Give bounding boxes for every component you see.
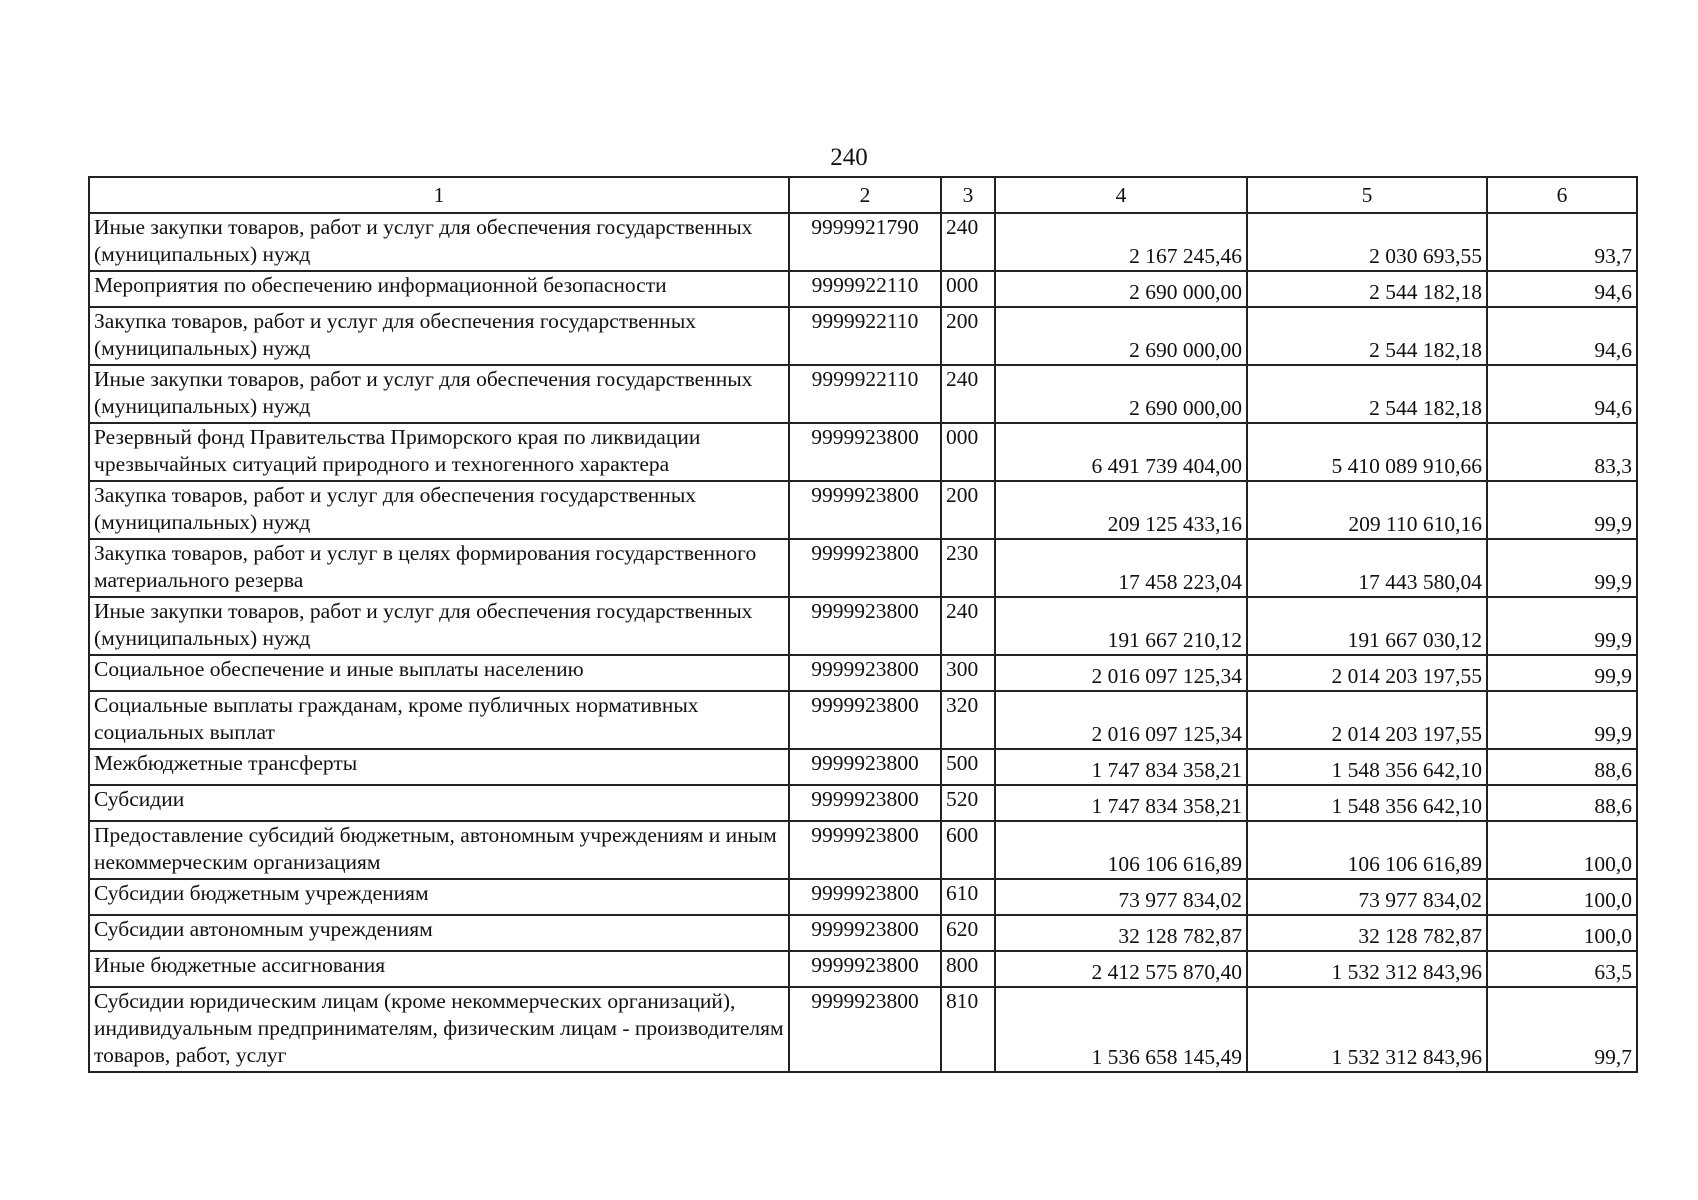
column-header: 4: [995, 177, 1247, 213]
row-percent-cell: 99,9: [1487, 655, 1637, 691]
table-row: [89, 271, 1637, 307]
row-name-cell: Субсидии бюджетным учреждениям: [89, 879, 789, 915]
table-row: [89, 987, 1637, 1072]
table-row: [89, 691, 1637, 749]
column-header: 3: [941, 177, 995, 213]
row-type-cell: 000: [941, 271, 995, 307]
row-percent-cell: 99,9: [1487, 691, 1637, 749]
table-row: [89, 951, 1637, 987]
table-row: [89, 423, 1637, 481]
row-percent-cell: 94,6: [1487, 307, 1637, 365]
row-type-cell: 610: [941, 879, 995, 915]
row-plan-cell: 2 016 097 125,34: [995, 691, 1247, 749]
row-percent-cell: 100,0: [1487, 879, 1637, 915]
row-fact-cell: 1 532 312 843,96: [1247, 951, 1487, 987]
row-name-cell: Иные закупки товаров, работ и услуг для обеспечения государственных (муниципальных) нужд: [89, 213, 789, 271]
row-percent-cell: 100,0: [1487, 821, 1637, 879]
table-row: [89, 365, 1637, 423]
row-plan-cell: 2 167 245,46: [995, 213, 1247, 271]
row-name-cell: Иные бюджетные ассигнования: [89, 951, 789, 987]
row-fact-cell: 32 128 782,87: [1247, 915, 1487, 951]
row-code-cell: 9999923800: [789, 655, 941, 691]
row-fact-cell: 2 544 182,18: [1247, 365, 1487, 423]
row-name-cell: Закупка товаров, работ и услуг в целях формирования государственного материального резерва: [89, 539, 789, 597]
row-code-cell: 9999923800: [789, 597, 941, 655]
row-code-cell: 9999923800: [789, 423, 941, 481]
row-type-cell: 000: [941, 423, 995, 481]
row-code-cell: 9999923800: [789, 785, 941, 821]
header-row: [89, 177, 1637, 213]
row-plan-cell: 106 106 616,89: [995, 821, 1247, 879]
row-plan-cell: 2 016 097 125,34: [995, 655, 1247, 691]
row-fact-cell: 1 548 356 642,10: [1247, 785, 1487, 821]
row-fact-cell: 2 544 182,18: [1247, 307, 1487, 365]
table-row: [89, 915, 1637, 951]
row-fact-cell: 1 532 312 843,96: [1247, 987, 1487, 1072]
row-percent-cell: 100,0: [1487, 915, 1637, 951]
row-name-cell: Предоставление субсидий бюджетным, автономным учреждениям и иным некоммерческим организациям: [89, 821, 789, 879]
row-percent-cell: 88,6: [1487, 749, 1637, 785]
column-header: 2: [789, 177, 941, 213]
row-percent-cell: 99,9: [1487, 481, 1637, 539]
row-fact-cell: 5 410 089 910,66: [1247, 423, 1487, 481]
row-type-cell: 620: [941, 915, 995, 951]
column-header: 5: [1247, 177, 1487, 213]
row-code-cell: 9999923800: [789, 821, 941, 879]
table-row: [89, 213, 1637, 271]
row-type-cell: 600: [941, 821, 995, 879]
row-fact-cell: 2 030 693,55: [1247, 213, 1487, 271]
row-code-cell: 9999922110: [789, 271, 941, 307]
row-plan-cell: 1 747 834 358,21: [995, 749, 1247, 785]
row-fact-cell: 209 110 610,16: [1247, 481, 1487, 539]
column-header: 6: [1487, 177, 1637, 213]
row-type-cell: 800: [941, 951, 995, 987]
row-type-cell: 500: [941, 749, 995, 785]
row-plan-cell: 2 690 000,00: [995, 365, 1247, 423]
row-name-cell: Социальное обеспечение и иные выплаты населению: [89, 655, 789, 691]
row-type-cell: 240: [941, 213, 995, 271]
row-name-cell: Закупка товаров, работ и услуг для обеспечения государственных (муниципальных) нужд: [89, 481, 789, 539]
row-percent-cell: 93,7: [1487, 213, 1637, 271]
table-row: [89, 597, 1637, 655]
row-fact-cell: 106 106 616,89: [1247, 821, 1487, 879]
row-plan-cell: 1 747 834 358,21: [995, 785, 1247, 821]
table-row: [89, 879, 1637, 915]
row-code-cell: 9999922110: [789, 307, 941, 365]
row-name-cell: Иные закупки товаров, работ и услуг для обеспечения государственных (муниципальных) нужд: [89, 365, 789, 423]
table-row: [89, 749, 1637, 785]
row-plan-cell: 2 690 000,00: [995, 271, 1247, 307]
row-code-cell: 9999923800: [789, 951, 941, 987]
row-code-cell: 9999923800: [789, 749, 941, 785]
table-row: [89, 539, 1637, 597]
row-percent-cell: 99,9: [1487, 539, 1637, 597]
row-code-cell: 9999923800: [789, 987, 941, 1072]
row-type-cell: 200: [941, 307, 995, 365]
row-percent-cell: 94,6: [1487, 365, 1637, 423]
row-name-cell: Межбюджетные трансферты: [89, 749, 789, 785]
row-fact-cell: 1 548 356 642,10: [1247, 749, 1487, 785]
row-type-cell: 240: [941, 597, 995, 655]
row-fact-cell: 2 014 203 197,55: [1247, 691, 1487, 749]
row-code-cell: 9999923800: [789, 915, 941, 951]
row-type-cell: 230: [941, 539, 995, 597]
row-plan-cell: 6 491 739 404,00: [995, 423, 1247, 481]
row-code-cell: 9999923800: [789, 481, 941, 539]
table-row: [89, 785, 1637, 821]
row-fact-cell: 191 667 030,12: [1247, 597, 1487, 655]
row-name-cell: Субсидии юридическим лицам (кроме некоммерческих организаций), индивидуальным предпринимателям, физическим лицам - производителям товаров, работ, услуг: [89, 987, 789, 1072]
table-row: [89, 655, 1637, 691]
row-type-cell: 520: [941, 785, 995, 821]
row-plan-cell: 17 458 223,04: [995, 539, 1247, 597]
row-percent-cell: 94,6: [1487, 271, 1637, 307]
row-percent-cell: 88,6: [1487, 785, 1637, 821]
table-row: [89, 307, 1637, 365]
row-type-cell: 240: [941, 365, 995, 423]
table-row: [89, 821, 1637, 879]
row-name-cell: Социальные выплаты гражданам, кроме публичных нормативных социальных выплат: [89, 691, 789, 749]
row-name-cell: Резервный фонд Правительства Приморского края по ликвидации чрезвычайных ситуаций природного и техногенного характера: [89, 423, 789, 481]
row-name-cell: Субсидии автономным учреждениям: [89, 915, 789, 951]
row-plan-cell: 1 536 658 145,49: [995, 987, 1247, 1072]
row-percent-cell: 99,9: [1487, 597, 1637, 655]
row-plan-cell: 191 667 210,12: [995, 597, 1247, 655]
row-plan-cell: 32 128 782,87: [995, 915, 1247, 951]
column-header: 1: [89, 177, 789, 213]
row-code-cell: 9999922110: [789, 365, 941, 423]
row-fact-cell: 17 443 580,04: [1247, 539, 1487, 597]
row-type-cell: 300: [941, 655, 995, 691]
row-plan-cell: 2 690 000,00: [995, 307, 1247, 365]
row-plan-cell: 2 412 575 870,40: [995, 951, 1247, 987]
row-percent-cell: 63,5: [1487, 951, 1637, 987]
row-type-cell: 320: [941, 691, 995, 749]
row-name-cell: Субсидии: [89, 785, 789, 821]
row-name-cell: Иные закупки товаров, работ и услуг для обеспечения государственных (муниципальных) нужд: [89, 597, 789, 655]
row-name-cell: Закупка товаров, работ и услуг для обеспечения государственных (муниципальных) нужд: [89, 307, 789, 365]
row-plan-cell: 73 977 834,02: [995, 879, 1247, 915]
row-code-cell: 9999921790: [789, 213, 941, 271]
row-fact-cell: 73 977 834,02: [1247, 879, 1487, 915]
table-row: [89, 481, 1637, 539]
row-type-cell: 200: [941, 481, 995, 539]
row-fact-cell: 2 544 182,18: [1247, 271, 1487, 307]
row-percent-cell: 99,7: [1487, 987, 1637, 1072]
budget-table: [88, 176, 1638, 1073]
row-code-cell: 9999923800: [789, 539, 941, 597]
table-body: [89, 213, 1637, 1072]
row-code-cell: 9999923800: [789, 879, 941, 915]
row-plan-cell: 209 125 433,16: [995, 481, 1247, 539]
row-percent-cell: 83,3: [1487, 423, 1637, 481]
row-fact-cell: 2 014 203 197,55: [1247, 655, 1487, 691]
row-type-cell: 810: [941, 987, 995, 1072]
row-code-cell: 9999923800: [789, 691, 941, 749]
row-name-cell: Мероприятия по обеспечению информационной безопасности: [89, 271, 789, 307]
page-number: 240: [830, 144, 868, 171]
